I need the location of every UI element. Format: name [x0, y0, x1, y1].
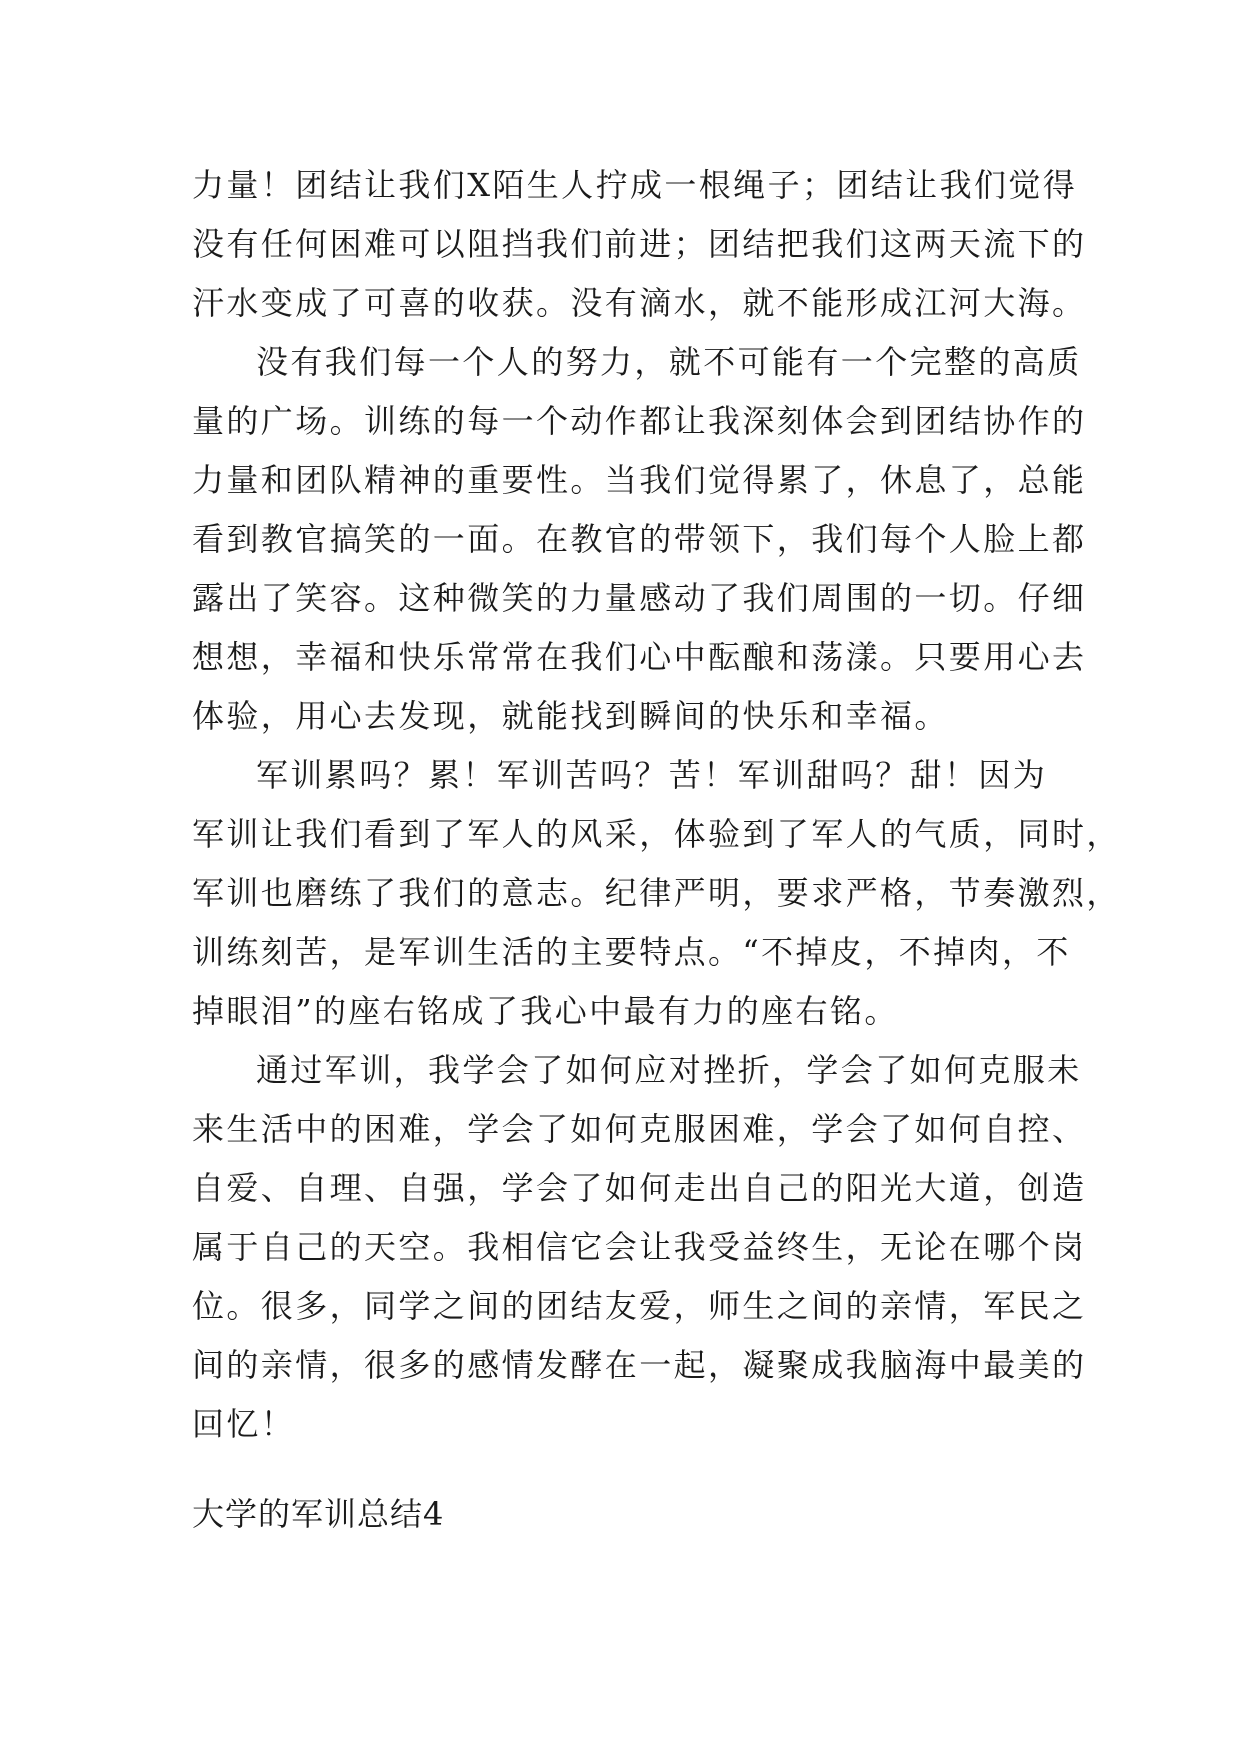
paragraph: [192, 1041, 1087, 1454]
text-line: 露出了笑容。这种微笑的力量感动了我们周围的一切。仔细: [192, 579, 1087, 617]
paragraph: [192, 156, 1087, 333]
section-heading: 大学的军训总结4: [192, 1495, 445, 1533]
text-line: 想想，幸福和快乐常常在我们心中酝酿和荡漾。只要用心去: [192, 638, 1087, 676]
paragraph: [192, 333, 1087, 746]
text-line: 力量！团结让我们X陌生人拧成一根绳子；团结让我们觉得: [192, 166, 1078, 204]
text-line: 没有我们每一个人的努力，就不可能有一个完整的高质: [256, 343, 1082, 381]
text-line: 军训累吗？累！军训苦吗？苦！军训甜吗？甜！因为: [256, 756, 1048, 794]
text-line: 训练刻苦，是军训生活的主要特点。“不掉皮，不掉肉，不: [192, 933, 1071, 971]
text-line: 军训也磨练了我们的意志。纪律严明，要求严格，节奏激烈，: [192, 874, 1121, 912]
text-line: 间的亲情，很多的感情发酵在一起，凝聚成我脑海中最美的: [192, 1346, 1087, 1384]
text-line: 自爱、自理、自强，学会了如何走出自己的阳光大道，创造: [192, 1169, 1087, 1207]
text-line: 位。很多，同学之间的团结友爱，师生之间的亲情，军民之: [192, 1287, 1087, 1325]
text-line: 军训让我们看到了军人的风采，体验到了军人的气质，同时，: [192, 815, 1121, 853]
text-line: 掉眼泪”的座右铭成了我心中最有力的座右铭。: [192, 992, 899, 1030]
text-line: 体验，用心去发现，就能找到瞬间的快乐和幸福。: [192, 697, 949, 735]
document-body: [192, 156, 1121, 1454]
text-line: 来生活中的困难，学会了如何克服困难，学会了如何自控、: [192, 1110, 1087, 1148]
text-line: 看到教官搞笑的一面。在教官的带领下，我们每个人脸上都: [192, 520, 1087, 558]
text-line: 汗水变成了可喜的收获。没有滴水，就不能形成江河大海。: [192, 284, 1087, 322]
text-line: 属于自己的天空。我相信它会让我受益终生，无论在哪个岗: [192, 1228, 1087, 1266]
paragraph: [192, 746, 1121, 1041]
text-line: 力量和团队精神的重要性。当我们觉得累了，休息了，总能: [192, 461, 1087, 499]
text-line: 通过军训，我学会了如何应对挫折，学会了如何克服未: [256, 1051, 1082, 1089]
text-line: 没有任何困难可以阻挡我们前进；团结把我们这两天流下的: [192, 225, 1087, 263]
text-line: 回忆！: [192, 1405, 296, 1443]
text-line: 量的广场。训练的每一个动作都让我深刻体会到团结协作的: [192, 402, 1087, 440]
